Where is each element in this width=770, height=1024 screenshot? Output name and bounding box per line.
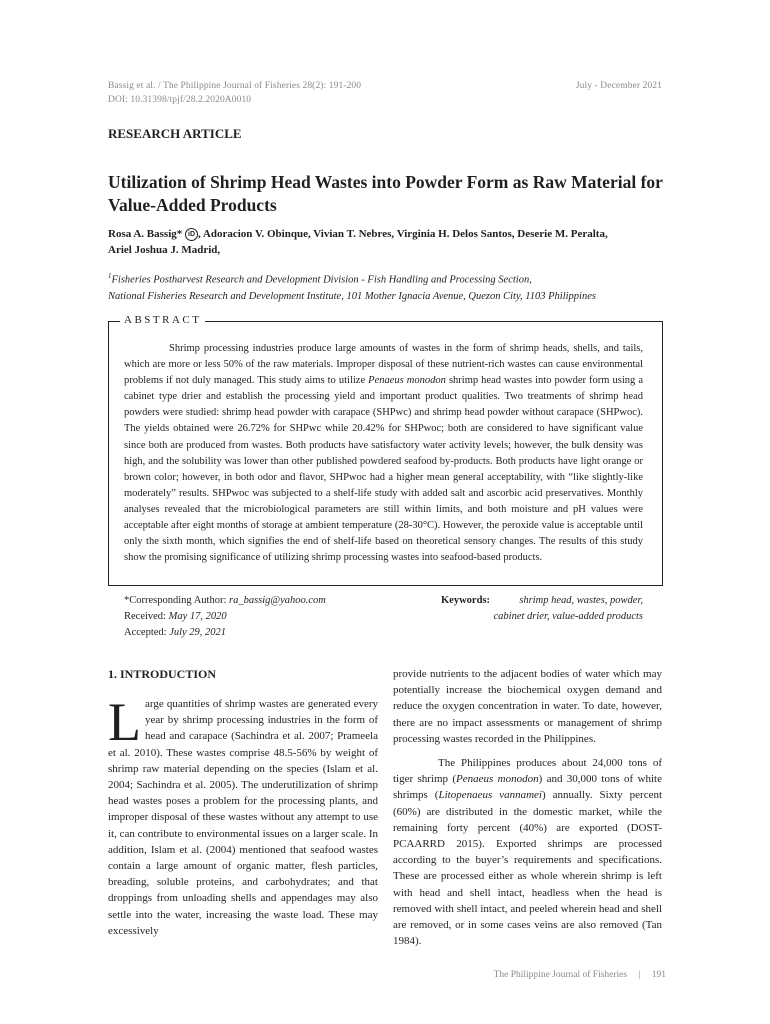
other-authors: , Adoracion V. Obinque, Vivian T. Nebres, Virginia H. Delos Santos, Deserie M. Peralta, [198,228,608,240]
authors [108,226,668,258]
received [124,609,326,625]
p3-part-c: ) annually. Sixty percent (60%) are distributed in the domestic market, while the remaining forty percent (40%) are exported (DOST-PCAARRD 2015). Exported shrimps are processed according to the buyer’s requirements and specifications. These are processed either as whole wherein shrimp is left with head and shell intact, headless when the head is removed with shell intact, and peeled wherein head and shell are removed, or in some cases veins are also removed (Tan 1984). [393,789,663,948]
abstract-species: Penaeus monodon [368,375,446,387]
accepted [124,625,326,641]
received-label: Received: [124,611,169,622]
corr-label: *Corresponding Author: [124,595,229,606]
p3-species-2: Litopenaeus vannamei [438,789,542,802]
page-number: 191 [651,970,666,980]
received-date: May 17, 2020 [168,611,227,622]
p3-part-a: The Philippines produces about 24,000 tons of tiger shrimp ( [393,757,662,786]
drop-cap: L [108,692,141,752]
accepted-label: Accepted: [124,627,170,638]
corresponding-author [124,593,326,609]
affiliation-marker: 1 [108,272,112,280]
page-footer [494,970,666,980]
p3-part-b: ) and 30,000 tons of white shrimps ( [393,773,662,802]
keywords-label: Keywords: [441,595,490,606]
doi: DOI: 10.31398/tpjf/28.2.2020A0010 [108,95,252,105]
keywords-line-1: shrimp head, wastes, powder, [519,595,643,606]
article-meta [124,593,326,641]
affiliation-line-2: National Fisheries Research and Development Institute, 101 Mother Ignacia Avenue, Quezon City, 1103 Philippines [108,290,596,302]
citation: Bassig et al. / The Philippine Journal of Fisheries 28(2): 191-200 [108,81,362,91]
intro-paragraph-3 [393,755,662,949]
article-title: Utilization of Shrimp Head Wastes into Powder Form as Raw Material for Value-Added Products [108,172,663,215]
authors-line-2: Ariel Joshua J. Madrid, [108,244,221,256]
keywords-row-2 [441,609,643,625]
affiliation [108,268,668,305]
abstract-part-2: shrimp head wastes into powder form using a cabinet type drier and establish the processing yield and important product qualities. Two treatments of shrimp head powders were studied: shrimp head powder with carapace (SHPwc) and shrimp head powder without carapace (SHPwoc). The yields obtained were 26.72% for SHPwc while 20.42% for SHPwoc; both are considered to have significant value since both are produced from wastes. Both products have satisfactory water activity levels; however, the bulk density was high, and the solubility was lower than other published powdered seafood by-products. Both products have light orange or brown color; however, in both odor and flavor, SHPwoc had a higher mean general acceptability, with “like slightly-like moderately” results. SHPwoc was subjected to a shelf-life study with added salt and ascorbic acid preservatives. Monthly analyses revealed that the microbiological parameters are still within limits, and both moisture and pH values were acceptable after eight months of storage at ambient temperature (28-30°C). However, the peroxide value is acceptable until only the sixth month, which signifies the end of shelf-life based on theoretical sensory changes. The results of this study show the promising significance of utilizing shrimp processing wastes into seafood-based products. [124,375,643,564]
date-range: July - December 2021 [575,81,662,91]
footer-journal: The Philippine Journal of Fisheries [493,970,628,980]
p3-species-1: Penaeus monodon [456,773,539,786]
intro-paragraph-2: provide nutrients to the adjacent bodies of water which may potentially increase the biochemical oxygen demand and reduce the oxygen concentration in water. To date, however, there are no impact assessments or management of shrimp processing wastes recorded in the Philippines. [393,668,662,745]
orcid-icon[interactable]: iD [185,228,198,241]
first-author: Rosa A. Bassig* [108,228,183,240]
intro-paragraph-1 [108,692,378,939]
corr-email[interactable]: ra_bassig@yahoo.com [229,595,326,606]
abstract-part-1: Shrimp processing industries produce large amounts of wastes in the form of shrimp heads, shells, and tails, which are more or less 50% of the raw materials. Improper disposal of these nutrient-rich wastes can cause environmental problems if not duly managed. This study aims to utilize [124,343,643,387]
article-type: RESEARCH ARTICLE [108,126,242,141]
accepted-date: July 29, 2021 [169,627,227,638]
keywords-row-1 [441,593,643,609]
abstract-text [124,341,643,566]
abstract-divider [108,585,662,586]
keywords [441,593,643,625]
footer-separator: | [638,970,641,980]
abstract-label: ABSTRACT [120,314,205,326]
running-header [108,79,361,107]
affiliation-line-1: Fisheries Postharvest Research and Development Division - Fish Handling and Processing Section, [111,274,532,286]
column-left [108,692,378,939]
column-right [393,666,662,949]
section-heading-introduction: 1. INTRODUCTION [108,667,217,681]
keywords-line-2: cabinet drier, value-added products [493,611,643,622]
intro-p1-text: arge quantities of shrimp wastes are generated every year by shrimp processing industries in the form of head and carapace (Sachindra et al. 2007; Prameela et al. 2010). These wastes comprise 48.5-56% by weight of shrimp raw material depending on the species (Islam et al. 2004; Sachindra et al. 2005). The underutilization of shrimp head wastes poses a problem for the processing plants, and improper disposal of these wastes without any attempt to use it, can contribute to environmental issues on a larger scale. In addition, Islam et al. (2004) mentioned that seafood wastes contain a large amount of organic matter, flesh particles, breading, soluble proteins, and carbohydrates; and that droppings from unloading shells and appendages may also settle into the water, increasing the waste load. These may excessively [108,698,378,937]
